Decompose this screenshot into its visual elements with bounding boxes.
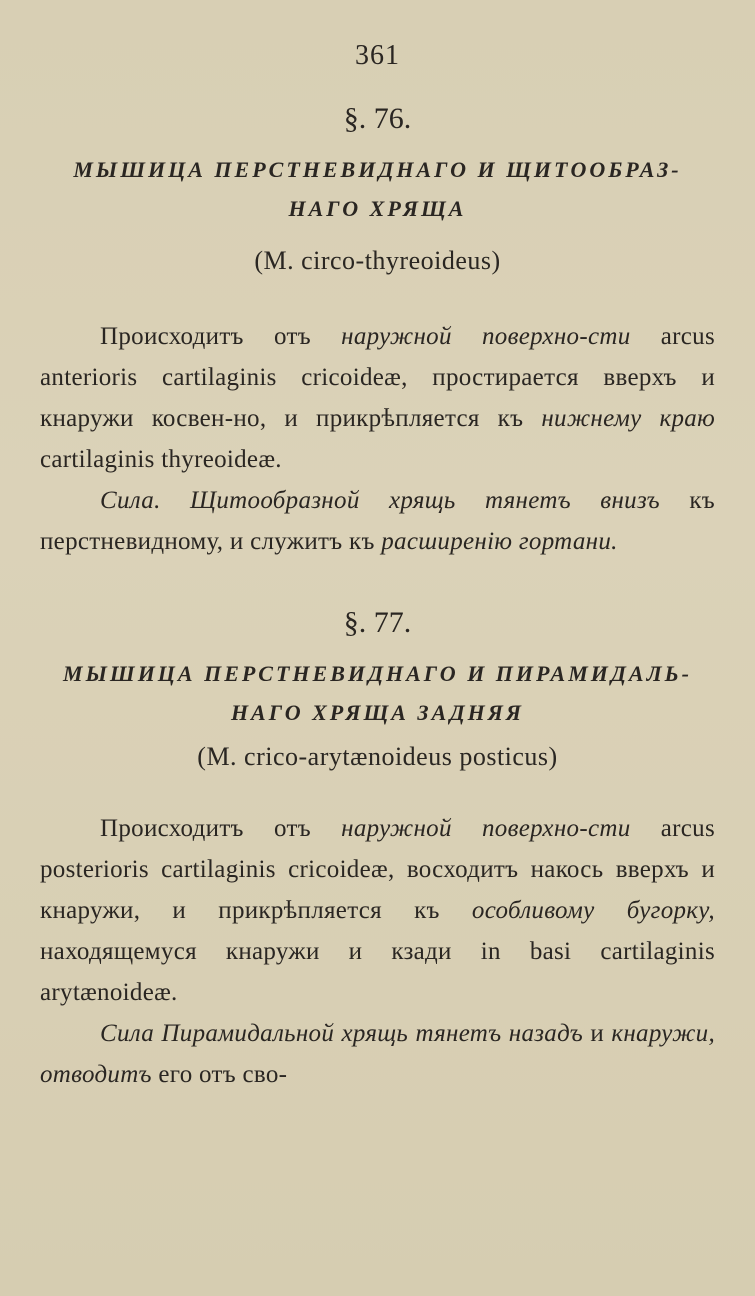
text-run: arcus posterioris cartilaginis cricoideæ, восходитъ накось вверхъ и кнаружи, и прикрѣпляется къ	[40, 815, 715, 924]
text-run: находящемуся кнаружи и кзади in basi cartilaginis arytænoideæ.	[40, 938, 715, 1006]
italic-run: наружной поверхно-сти	[341, 815, 631, 842]
heading-line-2: НАГО ХРЯЩА ЗАДНЯЯ	[230, 700, 525, 725]
origin-paragraph	[40, 808, 715, 1013]
latin-name: (M. crico-arytænoideus posticus)	[197, 742, 558, 771]
heading-line-2: НАГО ХРЯЩА	[288, 196, 467, 221]
text-run: arcus anterioris cartilaginis cricoideæ, простирается вверхъ и кнаружи косвен-но, и прикрѣпляется къ	[40, 323, 715, 432]
heading-line-1: МЫШИЦА ПЕРСТНЕВИДНАГО И ЩИТООБРАЗ-	[73, 157, 682, 182]
section-heading	[40, 150, 715, 228]
text-run: Происходитъ отъ	[100, 323, 342, 350]
heading-line-1: МЫШИЦА ПЕРСТНЕВИДНАГО И ПИРАМИДАЛЬ-	[63, 661, 692, 686]
italic-run: нижнему краю	[541, 405, 715, 432]
latin-name: (M. circo-thyreoideus)	[254, 246, 501, 275]
text-run: его отъ сво-	[151, 1061, 288, 1088]
italic-run: наружной поверхно-сти	[341, 323, 631, 350]
action-paragraph	[40, 1013, 715, 1095]
italic-run: особливому бугорку,	[471, 897, 715, 924]
text-run: Происходитъ отъ	[100, 815, 342, 842]
text-run: cartilaginis thyreoideæ.	[40, 446, 282, 473]
section-number: §. 76.	[343, 102, 412, 135]
italic-run: Сила Пирамидальной хрящь тянетъ назадъ	[100, 1020, 583, 1047]
text-run: къ перстневидному, и служитъ къ	[40, 487, 715, 555]
italic-run: Сила. Щитообразной хрящь тянетъ внизъ	[100, 487, 660, 514]
section-77	[40, 606, 715, 1095]
section-number: §. 77.	[343, 606, 412, 639]
section-heading	[40, 654, 715, 732]
origin-paragraph	[40, 316, 715, 480]
italic-run: кнаружи, отводитъ	[40, 1020, 715, 1088]
italic-run: расширенію гортани.	[381, 528, 618, 555]
action-paragraph	[40, 480, 715, 562]
page-number: 361	[355, 40, 400, 71]
section-76	[40, 102, 715, 562]
text-run: и	[583, 1020, 612, 1047]
